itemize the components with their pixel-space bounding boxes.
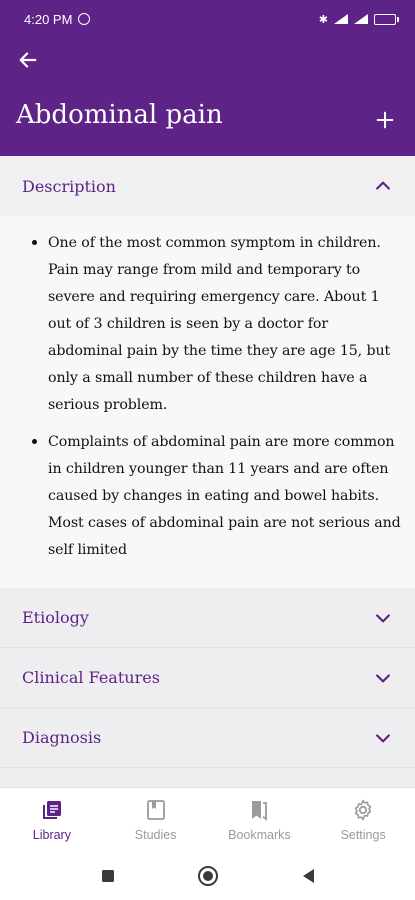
add-button[interactable] [369,104,401,136]
system-navigation-bar [0,851,415,900]
app-bar [0,38,415,156]
nav-bookmarks-label: Bookmarks [228,827,291,842]
studies-icon [144,798,168,822]
chevron-down-icon [373,668,393,688]
bluetooth-icon: ✱ [318,12,328,26]
status-bar [0,0,415,38]
section-etiology-header[interactable] [0,588,415,648]
home-circle-icon [197,865,219,887]
bookmarks-icon [247,798,271,822]
alarm-icon [78,13,90,25]
nav-library-label: Library [32,827,71,842]
section-clinical-features-label: Clinical Features [22,668,160,687]
library-icon [40,798,64,822]
section-diagnosis-label: Diagnosis [22,728,102,747]
square-icon [101,869,115,883]
bottom-navigation [0,787,415,851]
signal-icon [334,14,348,24]
back-button[interactable] [12,44,44,76]
description-bullet-1: One of the most common symptom in children. Pain may range from mild and temporary to severe and requiring emergency care. About 1 out of 3 children is seen by a doctor for abdominal pain by the time they are age 15, but only a small number of these children have a serious problem. [30,230,401,419]
nav-studies-label: Studies [134,827,177,842]
battery-icon [374,14,399,25]
status-time: 4:20 PM [24,11,73,27]
section-description-body [0,216,415,588]
description-bullet-2: Complaints of abdominal pain are more common in children younger than 11 years and are often caused by changes in eating and bowel habits. Most cases of abdominal pain are not serious and self limited [30,429,401,564]
section-etiology-label: Etiology [22,608,89,627]
plus-icon [374,109,396,131]
nav-settings-label: Settings [340,827,386,842]
nav-settings[interactable] [311,788,415,851]
nav-bookmarks[interactable] [208,788,312,851]
back-arrow-icon [17,49,39,71]
system-back-button[interactable] [288,856,328,896]
chevron-up-icon [373,176,393,196]
page-title: Abdominal pain [16,100,223,130]
section-description-header[interactable] [0,156,415,216]
status-icons [319,13,399,26]
triangle-back-icon [301,868,315,884]
settings-gear-icon [351,798,375,822]
section-clinical-features-header[interactable] [0,648,415,708]
home-button[interactable] [188,856,228,896]
chevron-down-icon [373,608,393,628]
chevron-down-icon [373,728,393,748]
recents-button[interactable] [88,856,128,896]
accordion-list [0,156,415,828]
nav-studies[interactable] [104,788,208,851]
section-description-label: Description [22,176,116,196]
nav-library[interactable] [0,788,104,851]
signal-icon-2 [354,14,368,24]
section-diagnosis-header[interactable] [0,708,415,768]
